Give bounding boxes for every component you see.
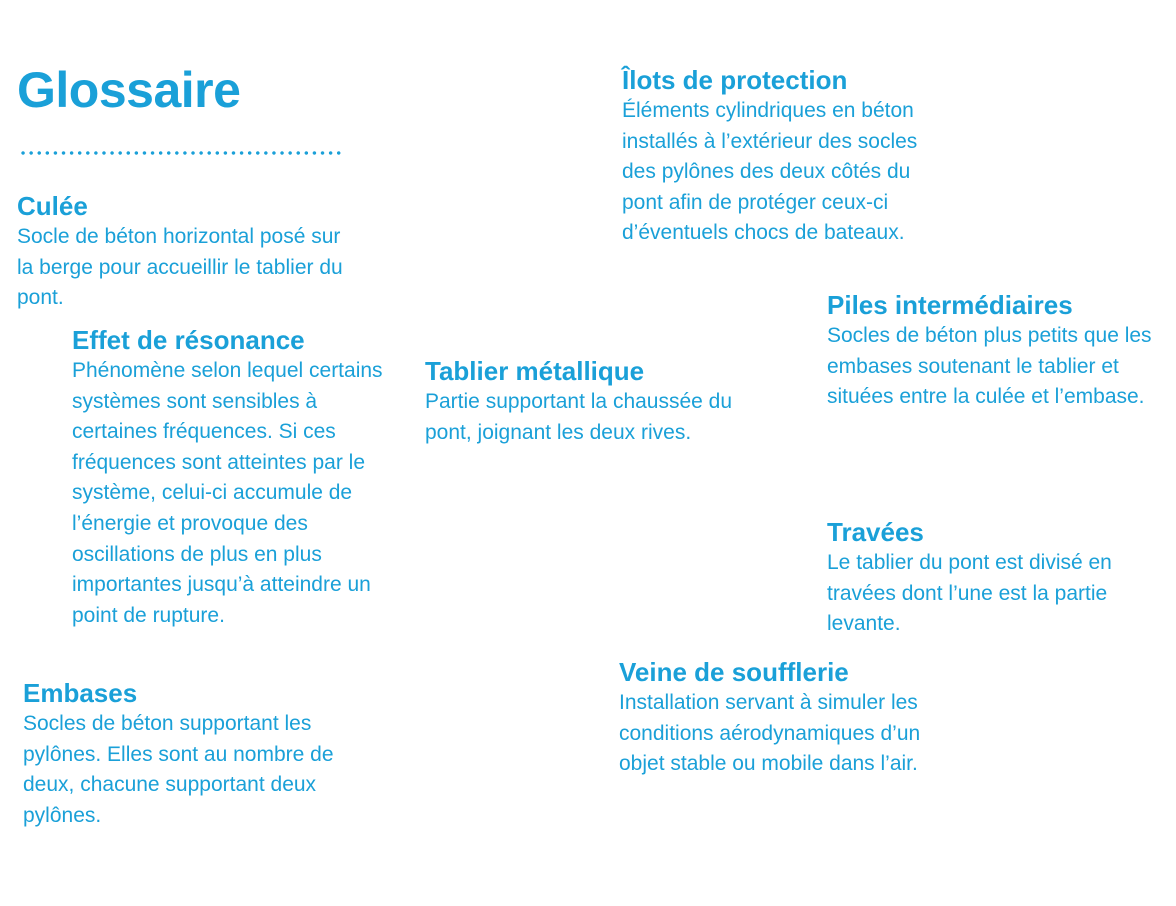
glossary-term: Îlots de protection bbox=[622, 65, 848, 95]
glossary-entry-veine-de-soufflerie bbox=[619, 656, 954, 780]
glossary-term: Travées bbox=[827, 517, 924, 547]
glossary-entry-tablier-metallique bbox=[425, 355, 755, 448]
glossary-definition: Socles de béton plus petits que les embases soutenant le tablier et situées entre la culée et l’embase. bbox=[827, 324, 1152, 409]
glossary-definition: Socles de béton supportant les pylônes. Elles sont au nombre de deux, chacune supportant deux pylônes. bbox=[23, 712, 334, 827]
glossary-entry-embases bbox=[23, 677, 358, 831]
glossary-entry-ilots-de-protection bbox=[622, 64, 952, 249]
glossary-term: Tablier métallique bbox=[425, 356, 645, 386]
glossary-definition: Socle de béton horizontal posé sur la berge pour accueillir le tablier du pont. bbox=[17, 225, 343, 310]
dotted-divider bbox=[19, 150, 341, 156]
glossary-term: Culée bbox=[17, 191, 88, 221]
glossary-term: Piles intermédiaires bbox=[827, 290, 1073, 320]
glossary-term: Veine de soufflerie bbox=[619, 657, 849, 687]
glossary-definition: Phénomène selon lequel certains systèmes sont sensibles à certaines fréquences. Si ces fréquences sont atteintes par le système, celui-ci accumule de l’énergie et provoque des oscillations de plus en plus importantes jusqu’à atteindre un point de rupture. bbox=[72, 359, 383, 627]
glossary-definition: Installation servant à simuler les conditions aérodynamiques d’un objet stable ou mobile dans l’air. bbox=[619, 691, 921, 776]
glossary-term: Embases bbox=[23, 678, 138, 708]
page-title: Glossaire bbox=[17, 62, 241, 118]
glossary-definition: Éléments cylindriques en béton installés à l’extérieur des socles des pylônes des deux côtés du pont afin de protéger ceux-ci d’éventuels chocs de bateaux. bbox=[622, 99, 918, 245]
glossary-term: Effet de résonance bbox=[72, 325, 305, 355]
glossary-definition: Le tablier du pont est divisé en travées dont l’une est la partie levante. bbox=[827, 551, 1112, 636]
glossary-entry-piles-intermediaires bbox=[827, 289, 1162, 413]
glossary-entry-culee bbox=[17, 190, 347, 314]
glossary-definition: Partie supportant la chaussée du pont, joignant les deux rives. bbox=[425, 390, 733, 444]
glossary-entry-travees bbox=[827, 516, 1162, 640]
glossary-entry-effet-de-resonance bbox=[72, 324, 402, 631]
